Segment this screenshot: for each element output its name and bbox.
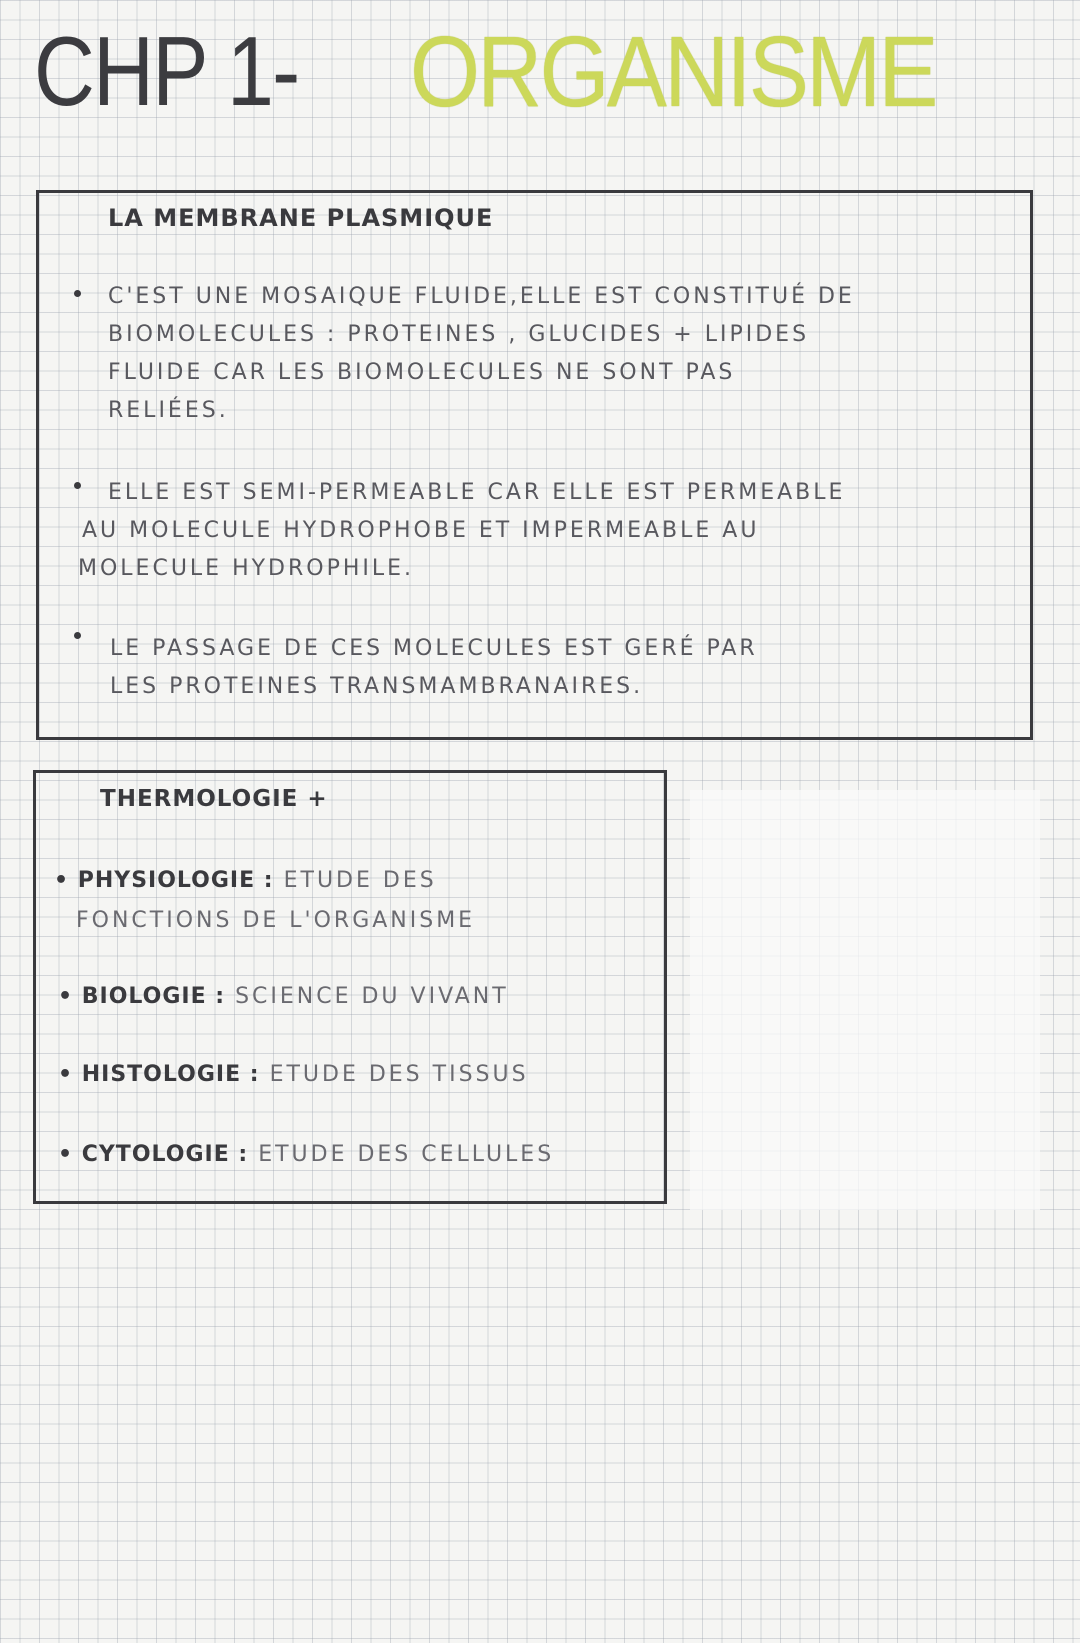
bullet2-line3: MOLECULE HYDROPHILE.: [78, 556, 415, 581]
term-definition: ETUDE DES CELLULES: [258, 1142, 555, 1167]
bullet3-line1: LE PASSAGE DE CES MOLECULES EST GERÉ PAR: [110, 636, 758, 661]
bullet3-line2: LES PROTEINES TRANSMAMBRANAIRES.: [110, 674, 644, 699]
bullet-dot: [74, 290, 81, 297]
term-item-histologie: [58, 1056, 529, 1094]
term-definition: ETUDE DES: [283, 868, 437, 893]
bullet1-line1: C'EST UNE MOSAIQUE FLUIDE,ELLE EST CONSTITUÉ DE: [108, 284, 855, 309]
term-definition: ETUDE DES TISSUS: [269, 1062, 529, 1087]
term-item-cytologie: [58, 1136, 554, 1174]
term-label: • HISTOLOGIE :: [58, 1062, 260, 1087]
bullet-dot: [74, 482, 81, 489]
term-label: • PHYSIOLOGIE :: [54, 868, 274, 893]
bullet1-line3: FLUIDE CAR LES BIOMOLECULES NE SONT PAS: [108, 360, 736, 385]
term-item-biologie: [58, 978, 509, 1016]
paper-patch: [690, 790, 1040, 1210]
term-definition: SCIENCE DU VIVANT: [235, 984, 509, 1009]
bullet2-line2: AU MOLECULE HYDROPHOBE ET IMPERMEABLE AU: [82, 518, 760, 543]
membrane-heading: LA MEMBRANE PLASMIQUE: [108, 204, 494, 232]
term-definition-continued: FONCTIONS DE L'ORGANISME: [76, 908, 476, 933]
term-label: • CYTOLOGIE :: [58, 1142, 249, 1167]
bullet2-line1: ELLE EST SEMI-PERMEABLE CAR ELLE EST PERMEABLE: [108, 480, 846, 505]
term-label: • BIOLOGIE :: [58, 984, 226, 1009]
bullet1-line2: BIOMOLECULES : PROTEINES , GLUCIDES + LIPIDES: [108, 322, 810, 347]
chapter-number: CHP 1-: [34, 16, 299, 126]
chapter-title: ORGANISME: [410, 16, 936, 128]
terminology-heading: THERMOLOGIE +: [100, 786, 328, 812]
bullet1-line4: RELIÉES.: [108, 398, 229, 423]
term-item-physiologie: [54, 862, 437, 900]
bullet-dot: [74, 632, 81, 639]
